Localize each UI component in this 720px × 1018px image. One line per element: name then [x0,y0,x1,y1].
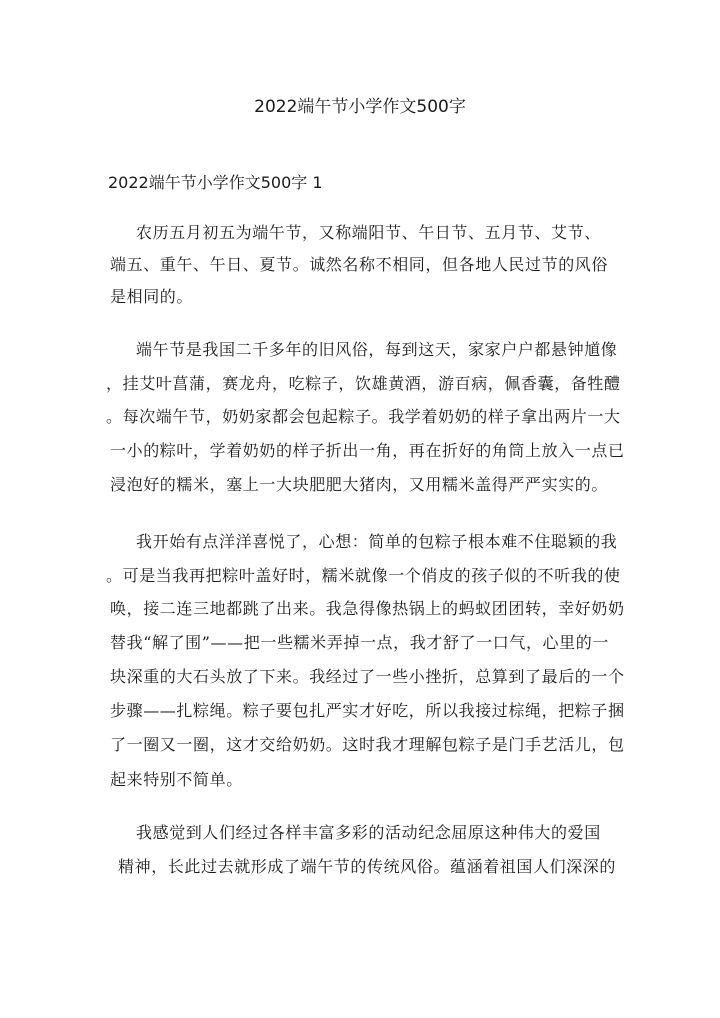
paragraph-2-line-4: 一小的粽叶，学着奶奶的样子折出一角，再在折好的角筒上放入一点已 [110,441,625,460]
paragraph-3-line-2: 。可是当我再把粽叶盖好时，糯米就像一个俏皮的孩子似的不听我的使 [106,566,621,585]
section-title: 2022端午节小学作文500字 1 [108,173,323,192]
paragraph-4-line-2: 精神，长此过去就形成了端午节的传统风俗。蕴涵着祖国人们深深的 [118,857,617,876]
paragraph-1-line-3: 是相同的。 [110,287,194,306]
paragraph-3-line-1: 我开始有点洋洋喜悦了，心想：简单的包粽子根本难不住聪颖的我 [136,532,618,551]
paragraph-3-line-3: 唤，接二连三地都跳了出来。我急得像热锅上的蚂蚁团团转，幸好奶奶 [110,599,625,618]
paragraph-2-line-5: 浸泡好的糯米，塞上一大块肥肥大猪肉，又用糯米盖得严严实实的。 [110,475,609,494]
paragraph-1-line-1: 农历五月初五为端午节，又称端阳节、午日节、五月节、艾节、 [136,223,601,242]
document-title: 2022端午节小学作文500字 [254,97,466,117]
paragraph-2-line-3: 。每次端午节，奶奶家都会包起粽子。我学着奶奶的样子拿出两片一大 [106,407,621,426]
paragraph-3-line-8: 起来特别不简单。 [110,770,243,789]
paragraph-3-line-7: 了一圈又一圈，这才交给奶奶。这时我才理解包粽子是门手艺活儿，包 [110,735,625,754]
paragraph-3-line-5: 块深重的大石头放了下来。我经过了一些小挫折，总算到了最后的一个 [110,667,625,686]
paragraph-2-line-2: ，挂艾叶菖蒲，赛龙舟，吃粽子，饮雄黄酒，游百病，佩香囊，备牲醴 [106,374,621,393]
paragraph-2-line-1: 端午节是我国二千多年的旧风俗，每到这天，家家户户都悬钟馗像 [136,340,618,359]
paragraph-1-line-2: 端五、重午、午日、夏节。诚然名称不相同，但各地人民过节的风俗 [110,255,609,274]
paragraph-3-line-6: 步骤——扎粽绳。粽子要包扎严实才好吃，所以我接过棕绳，把粽子捆 [110,701,625,720]
paragraph-4-line-1: 我感觉到人们经过各样丰富多彩的活动纪念屈原这种伟大的爱国 [136,823,601,842]
paragraph-3-line-4: 替我“解了围”——把一些糯米弄掉一点，我才舒了一口气，心里的一 [110,633,609,652]
